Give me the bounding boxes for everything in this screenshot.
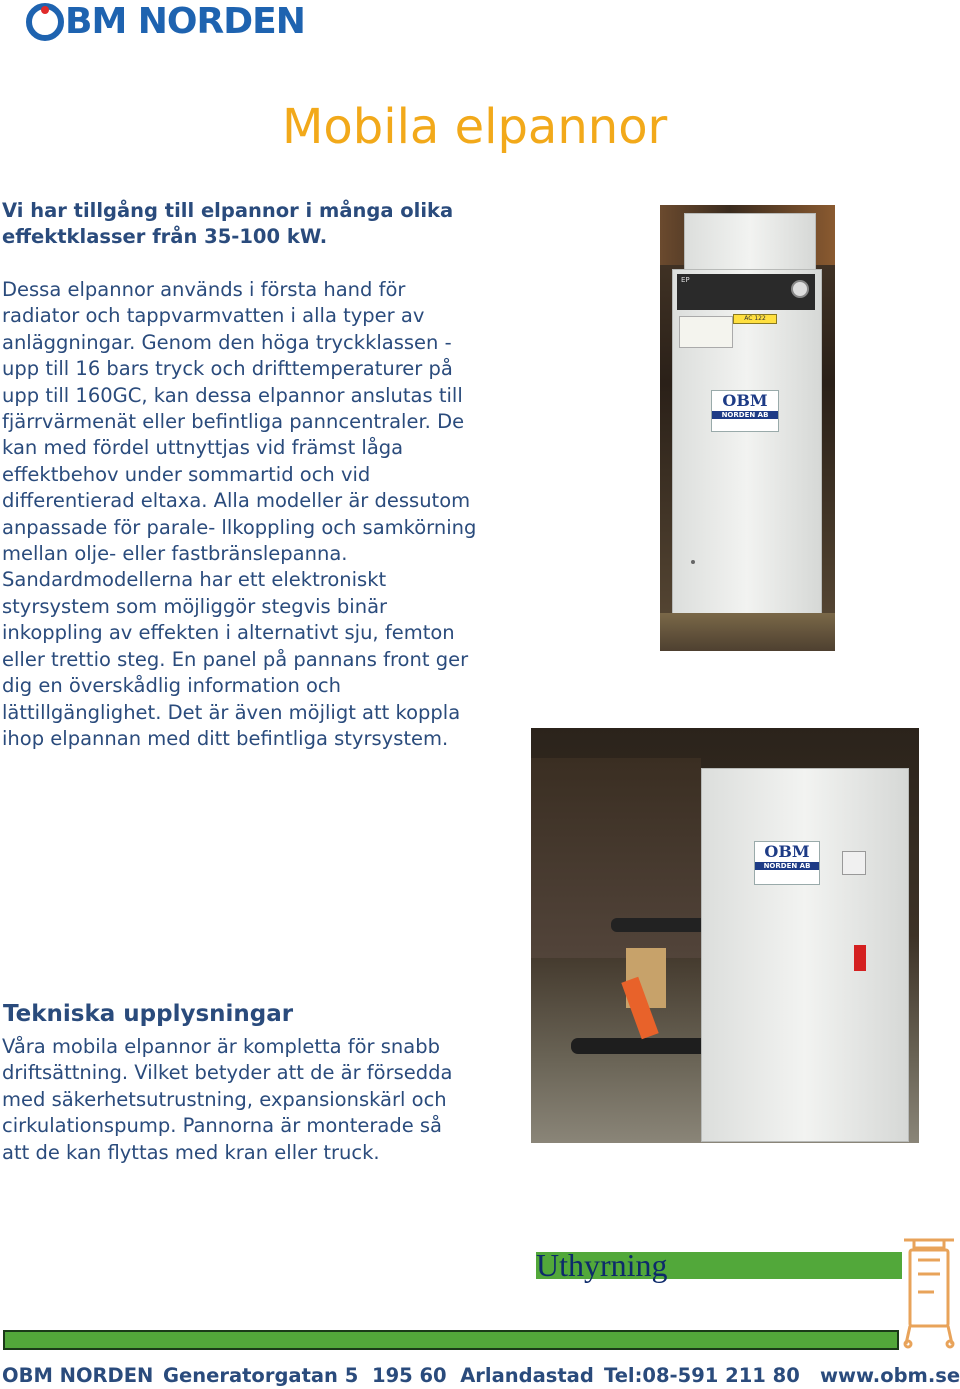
logo-text: BM NORDEN [65,1,305,42]
panel-mark: EP [681,276,690,284]
boiler-icon [900,1234,958,1350]
badge-brand-2: OBM [764,842,810,861]
body-text: Dessa elpannor används i första hand för radiator och tappvarmvatten i alla typer av anläggningar. Genom den höga tryckklassen - upp till 16 bars tryck och drifttemperaturer på upp till 160GC, kan dessa elpannor anslutas till fjärrvärmenät eller befintliga panncentraler. De kan med fördel uttnyttjas vid främst låga effektbehov under sommartid och vid differentierad eltaxa. Alla modeller är dessutom anpassade för parale- llkoppling och samkörning mellan olje- eller fastbränslepanna. Sandardmodellerna har ett elektroniskt styrsystem som möjliggör stegvis binär inkoppling av effekten i alternativt sju, femton eller trettio steg. En panel på pannans front ger dig en överskådlig information och lättillgänglighet. Det är även möjligt att koppla ihop elpannan med ditt befintliga styrsystem. [2,278,477,750]
footer-company: OBM NORDEN [2,1364,154,1387]
footer-phone: Tel:08-591 211 80 [604,1364,800,1387]
boiler-photo-side [531,728,919,1143]
badge-brand: OBM [722,391,768,410]
footer-city: 195 60 Arlandastad [372,1364,594,1387]
boiler-photo-front [660,205,835,651]
tech-heading: Tekniska upplysningar [3,1001,294,1027]
uthyrning-label: Uthyrning [536,1247,668,1283]
label-tag: AC 122 [733,314,777,324]
footer [0,1362,960,1389]
logo-o-icon [26,3,64,41]
badge-sub-2: NORDEN AB [755,862,819,870]
company-logo [26,2,305,42]
intro-text: Vi har tillgång till elpannor i många olika effektklasser från 35-100 kW. [2,199,454,249]
footer-web[interactable]: www.obm.se [820,1364,960,1387]
page-title: Mobila elpannor [282,99,668,155]
tech-text: Våra mobila elpannor är kompletta för snabb driftsättning. Vilket betyder att de är försedda med säkerhetsutrustning, expansionskärl och cirkulationspump. Pannorna är monterade så att de kan flyttas med kran eller truck. [2,1035,453,1164]
badge-sub: NORDEN AB [712,411,778,419]
footer-street: Generatorgatan 5 [163,1364,359,1387]
footer-bar [3,1330,899,1350]
